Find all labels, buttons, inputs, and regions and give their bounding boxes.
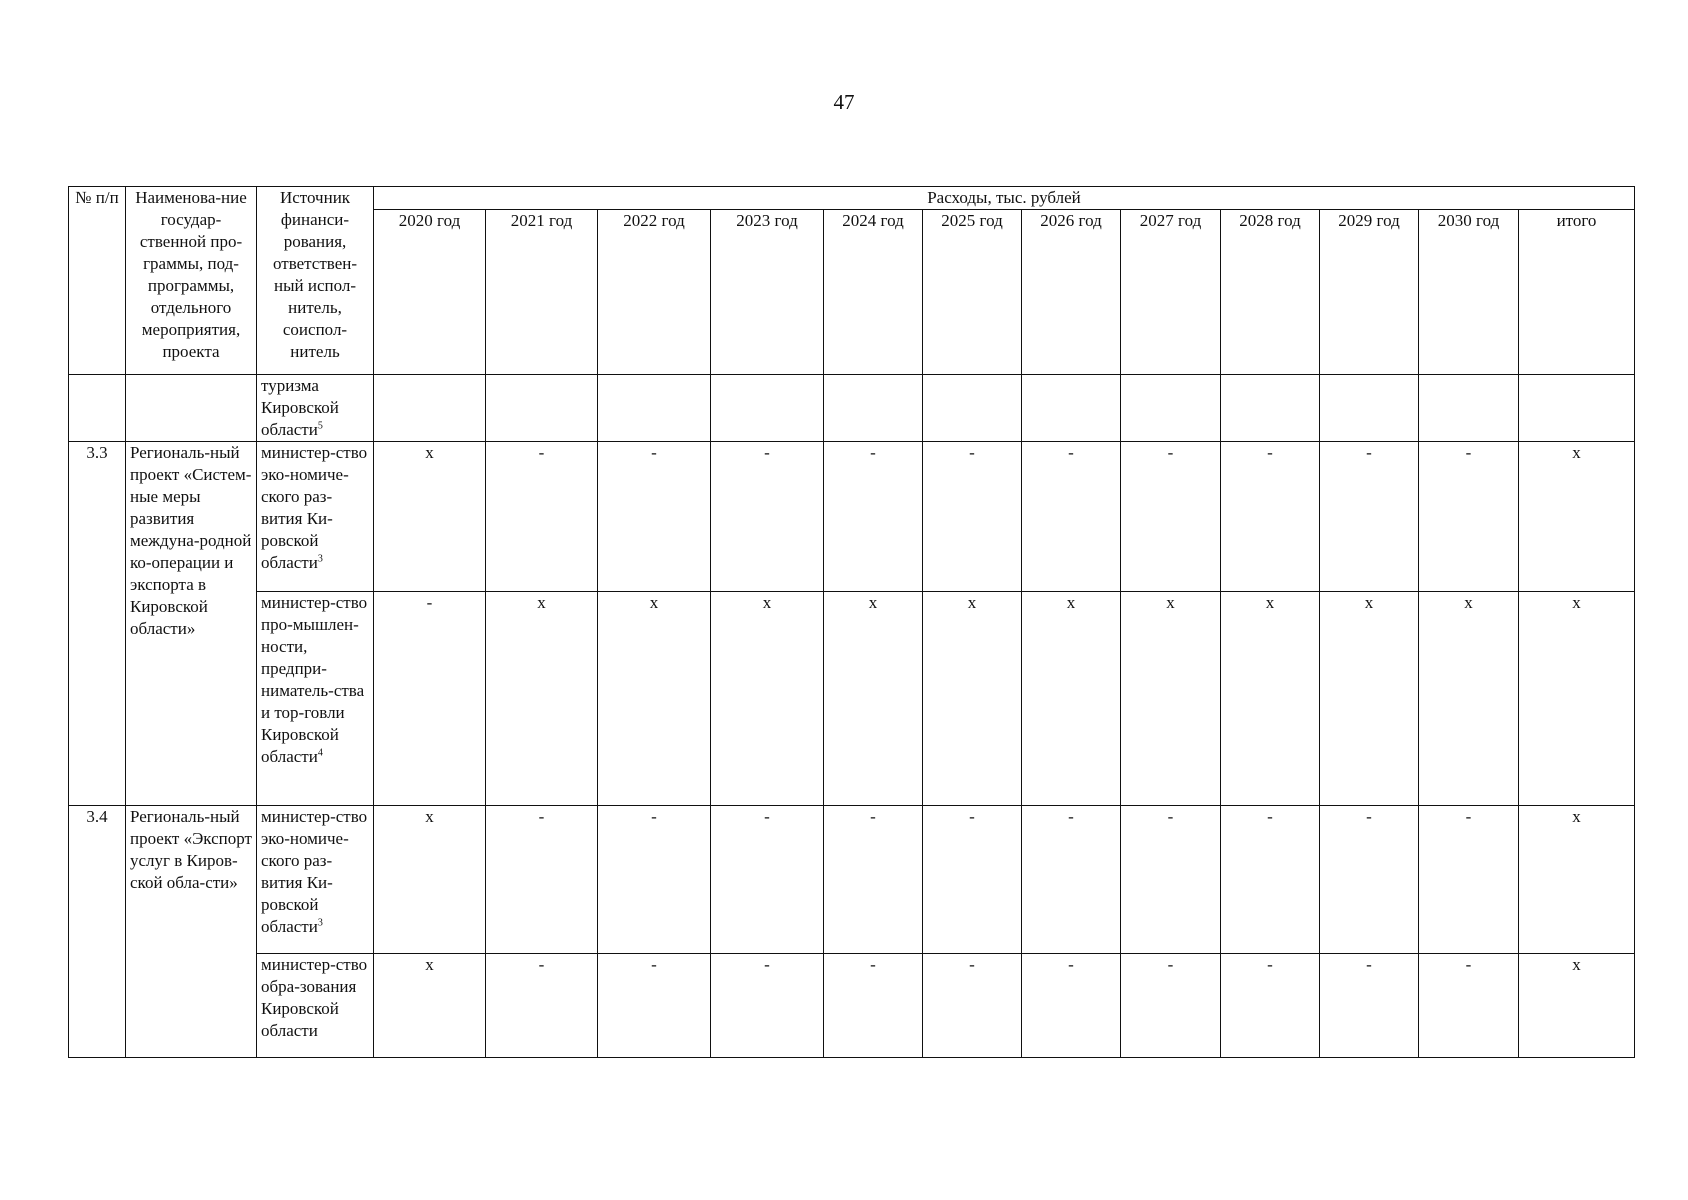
expense-value: -: [374, 592, 486, 806]
header-name: Наименова-ние государ-ственной про-граммы, под-программы, отдельного мероприятия, проекта: [126, 187, 257, 375]
expense-value: х: [1519, 954, 1635, 1058]
expense-value: х: [923, 592, 1022, 806]
expense-value: [1419, 375, 1519, 442]
footnote-mark: 3: [317, 553, 323, 565]
expense-value: -: [1419, 806, 1519, 954]
expense-value: -: [486, 806, 598, 954]
expense-value: -: [1121, 442, 1221, 592]
expense-value: х: [374, 806, 486, 954]
funding-source-text: министер-ство эко-номиче-ского раз-вития Ки-ровской области: [261, 443, 368, 572]
expense-value: [1022, 375, 1121, 442]
expense-value: -: [598, 442, 711, 592]
expense-value: -: [1022, 442, 1121, 592]
expense-value: х: [1022, 592, 1121, 806]
expenses-table: [68, 186, 1635, 1058]
expense-value: -: [1221, 954, 1320, 1058]
funding-source: [257, 806, 374, 954]
expense-value: [374, 375, 486, 442]
project-name: [126, 375, 257, 442]
expense-value: -: [923, 806, 1022, 954]
expense-value: -: [1419, 954, 1519, 1058]
expense-value: [1221, 375, 1320, 442]
row-number: 3.3: [69, 442, 126, 806]
expense-value: -: [711, 954, 824, 1058]
funding-source: [257, 954, 374, 1058]
header-year: 2029 год: [1320, 210, 1419, 375]
header-row: [69, 187, 1635, 210]
expense-value: -: [1320, 954, 1419, 1058]
header-year: 2022 год: [598, 210, 711, 375]
footnote-mark: 5: [317, 420, 323, 432]
expense-value: х: [1121, 592, 1221, 806]
expense-value: [486, 375, 598, 442]
footnote-mark: 3: [317, 917, 323, 929]
header-year: 2020 год: [374, 210, 486, 375]
expense-value: -: [1419, 442, 1519, 592]
funding-source-text: туризма Кировской области: [261, 376, 339, 439]
expense-value: -: [1221, 442, 1320, 592]
funding-source: [257, 592, 374, 806]
expense-value: -: [598, 806, 711, 954]
expense-value: -: [486, 442, 598, 592]
expense-value: -: [824, 954, 923, 1058]
expense-value: [824, 375, 923, 442]
funding-source: [257, 375, 374, 442]
expense-value: х: [1320, 592, 1419, 806]
page-number: 47: [833, 90, 855, 114]
row-number: 3.4: [69, 806, 126, 1058]
expense-value: х: [374, 954, 486, 1058]
expense-value: -: [1121, 954, 1221, 1058]
expense-value: [1320, 375, 1419, 442]
expense-value: -: [1221, 806, 1320, 954]
header-year: 2027 год: [1121, 210, 1221, 375]
expense-value: -: [1121, 806, 1221, 954]
project-name: Региональ-ный проект «Систем-ные меры развития междуна-родной ко-операции и экспорта в Кировской области»: [126, 442, 257, 806]
expense-value: [923, 375, 1022, 442]
header-num: № п/п: [69, 187, 126, 375]
expense-value: -: [824, 442, 923, 592]
expense-value: х: [374, 442, 486, 592]
header-expenses: Расходы, тыс. рублей: [374, 187, 1635, 210]
expense-value: [711, 375, 824, 442]
expense-value: -: [824, 806, 923, 954]
expense-value: х: [1221, 592, 1320, 806]
expense-value: -: [711, 442, 824, 592]
expense-value: х: [711, 592, 824, 806]
expense-value: -: [1022, 806, 1121, 954]
table-row: [69, 954, 1635, 1058]
header-year: 2021 год: [486, 210, 598, 375]
expense-value: х: [486, 592, 598, 806]
expense-value: х: [1519, 442, 1635, 592]
header-year: 2024 год: [824, 210, 923, 375]
expense-value: [1519, 375, 1635, 442]
expense-value: х: [1519, 592, 1635, 806]
expense-value: -: [1022, 954, 1121, 1058]
expense-value: х: [1419, 592, 1519, 806]
expense-value: х: [1519, 806, 1635, 954]
table-row: [69, 375, 1635, 442]
expense-value: х: [824, 592, 923, 806]
footnote-mark: 4: [317, 747, 323, 759]
header-year: итого: [1519, 210, 1635, 375]
funding-source: [257, 442, 374, 592]
project-name: Региональ-ный проект «Экспорт услуг в Киров-ской обла-сти»: [126, 806, 257, 1058]
expense-value: -: [1320, 806, 1419, 954]
header-year: 2030 год: [1419, 210, 1519, 375]
expense-value: х: [598, 592, 711, 806]
table-row: [69, 806, 1635, 954]
header-source: Источник финанси-рования, ответствен-ный испол-нитель, соиспол-нитель: [257, 187, 374, 375]
expense-value: -: [1320, 442, 1419, 592]
expense-value: -: [923, 442, 1022, 592]
expense-value: -: [598, 954, 711, 1058]
table-row: [69, 592, 1635, 806]
header-year: 2025 год: [923, 210, 1022, 375]
header-year: 2028 год: [1221, 210, 1320, 375]
table-row: [69, 442, 1635, 592]
funding-source-text: министер-ство обра-зования Кировской области: [261, 955, 368, 1040]
expense-value: -: [486, 954, 598, 1058]
expense-value: [1121, 375, 1221, 442]
expense-value: [598, 375, 711, 442]
row-number: [69, 375, 126, 442]
header-year: 2026 год: [1022, 210, 1121, 375]
funding-source-text: министер-ство эко-номиче-ского раз-вития Ки-ровской области: [261, 807, 368, 936]
expense-value: -: [923, 954, 1022, 1058]
header-year: 2023 год: [711, 210, 824, 375]
funding-source-text: министер-ство про-мышлен-ности, предпри-ниматель-ства и тор-говли Кировской области: [261, 593, 368, 766]
expense-value: -: [711, 806, 824, 954]
